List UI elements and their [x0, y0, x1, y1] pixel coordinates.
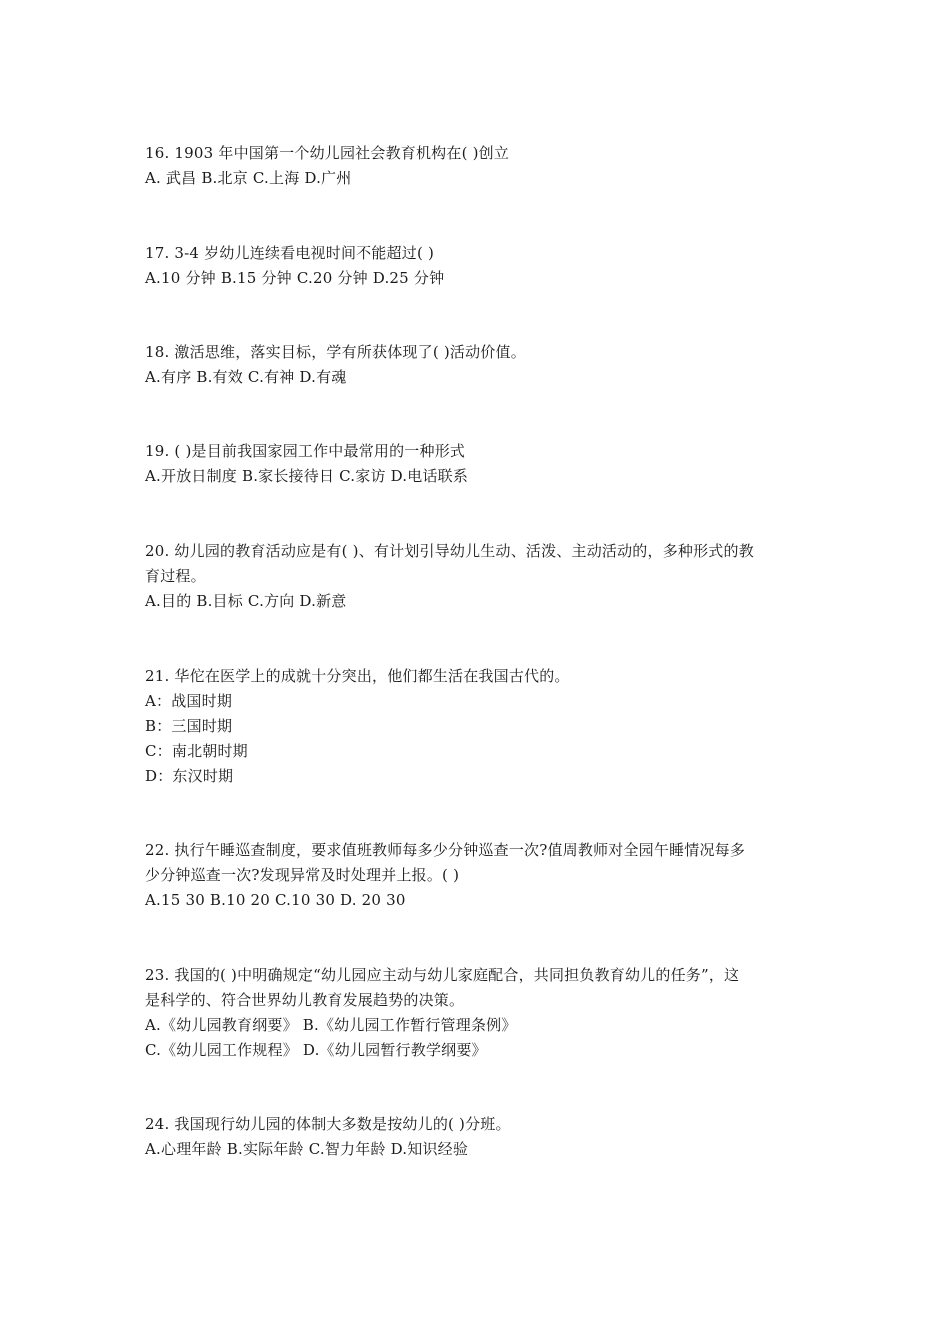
question-stem: 21. 华佗在医学上的成就十分突出，他们都生活在我国古代的。 [145, 667, 570, 685]
question-stem: 24. 我国现行幼儿园的体制大多数是按幼儿的( )分班。 [145, 1115, 511, 1133]
question-options: A.有序 B.有效 C.有神 D.有魂 [145, 368, 347, 386]
question-options: A.心理年龄 B.实际年龄 C.智力年龄 D.知识经验 [145, 1140, 469, 1158]
question-stem: 22. 执行午睡巡查制度，要求值班教师每多少分钟巡查一次?值周教师对全园午睡情况每多 [145, 841, 746, 859]
question-options: A.10 分钟 B.15 分钟 C.20 分钟 D.25 分钟 [145, 269, 445, 287]
question-options: C.《幼儿园工作规程》 D.《幼儿园暂行教学纲要》 [145, 1041, 487, 1059]
option-b: B：三国时期 [145, 717, 233, 735]
option-a: A：战国时期 [145, 692, 233, 710]
question-stem: 20. 幼儿园的教育活动应是有( )、有计划引导幼儿生动、活泼、主动活动的，多种形式的教 [145, 542, 754, 560]
question-options: A.开放日制度 B.家长接待日 C.家访 D.电话联系 [145, 467, 469, 485]
question-stem-continued: 少分钟巡查一次?发现异常及时处理并上报。( ) [145, 866, 460, 884]
option-d: D：东汉时期 [145, 767, 234, 785]
option-c: C：南北朝时期 [145, 742, 248, 760]
question-stem: 23. 我国的( )中明确规定“幼儿园应主动与幼儿家庭配合，共同担负教育幼儿的任务”，这 [145, 966, 740, 984]
question-stem: 16. 1903 年中国第一个幼儿园社会教育机构在( )创立 [145, 144, 510, 162]
question-options: A.目的 B.目标 C.方向 D.新意 [145, 592, 347, 610]
question-options: A. 武昌 B.北京 C.上海 D.广州 [145, 169, 352, 187]
question-stem: 17. 3-4 岁幼儿连续看电视时间不能超过( ) [145, 244, 435, 262]
question-stem: 18. 激活思维，落实目标，学有所获体现了( )活动价值。 [145, 343, 526, 361]
question-stem: 19. ( )是目前我国家园工作中最常用的一种形式 [145, 442, 466, 460]
question-options: A.《幼儿园教育纲要》 B.《幼儿园工作暂行管理条例》 [145, 1016, 517, 1034]
question-options: A.15 30 B.10 20 C.10 30 D. 20 30 [145, 891, 406, 909]
question-stem-continued: 育过程。 [145, 567, 206, 585]
question-stem-continued: 是科学的、符合世界幼儿教育发展趋势的决策。 [145, 991, 465, 1009]
